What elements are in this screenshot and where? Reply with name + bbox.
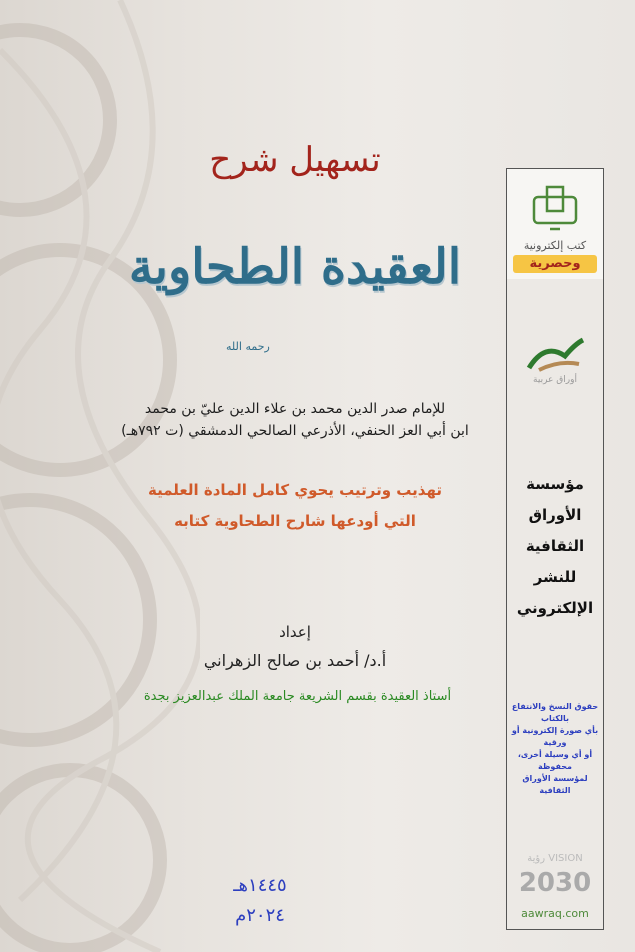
- publisher-line: الثقافية: [525, 537, 585, 555]
- subtitle-line: تهذيب وترتيب يحوي كامل المادة العلمية: [147, 481, 443, 499]
- rights-notice: [509, 701, 601, 797]
- publisher-name: [507, 469, 603, 624]
- title-small: تسهيل شرح: [209, 140, 381, 180]
- year-gregorian: ٢٠٢٤م: [235, 905, 285, 926]
- preparer-title: أستاذ العقيدة بقسم الشريعة جامعة الملك عبدالعزيز بجدة: [143, 689, 452, 704]
- publisher-panel: [506, 168, 604, 930]
- rights-line: حقوق النسخ والانتفاع بالكتاب: [511, 702, 599, 723]
- preparer-name: أ.د/ أحمد بن صالح الزهراني: [203, 651, 387, 670]
- exclusive-badge: وحصرية: [513, 255, 597, 273]
- publisher-line: مؤسسة: [526, 475, 584, 493]
- vision-label: VISION رؤية: [527, 853, 583, 864]
- author-block: [90, 398, 500, 442]
- rights-line: أو أي وسيلة أخرى، محفوظة: [517, 750, 593, 771]
- prepared-by-label: إعداد: [279, 623, 311, 641]
- rights-line: لمؤسسة الأوراق الثقافية: [522, 774, 588, 795]
- title-large: العقيدة الطحاوية: [128, 239, 462, 295]
- publisher-line: للنشر: [533, 568, 577, 586]
- author-line: ابن أبي العز الحنفي، الأذرعي الصالحي الدمشقي (ت ٧٩٢هـ): [121, 423, 469, 439]
- awraq-logo-icon: [525, 334, 585, 374]
- ebooks-logo: [507, 169, 603, 279]
- awraq-logo-name: أوراق عربية: [533, 375, 577, 385]
- rights-line: بأي صورة إلكترونية أو ورقية: [511, 726, 599, 747]
- publisher-line: الأوراق: [528, 506, 582, 524]
- honorific: رحمه الله: [226, 340, 270, 353]
- subtitle-line: التي أودعها شارح الطحاوية كتابه: [174, 512, 416, 530]
- ebooks-label: كتب إلكترونية: [523, 239, 587, 252]
- author-line: للإمام صدر الدين محمد بن علاء الدين عليّ بن محمد: [144, 401, 446, 417]
- subtitle-block: [100, 475, 490, 537]
- website-link[interactable]: aawraq.com: [521, 907, 589, 920]
- computer-book-icon: [530, 183, 580, 233]
- year-hijri: ١٤٤٥هـ: [233, 875, 287, 896]
- publisher-line: الإلكتروني: [516, 599, 594, 617]
- vision-2030-logo: 2030: [518, 868, 592, 898]
